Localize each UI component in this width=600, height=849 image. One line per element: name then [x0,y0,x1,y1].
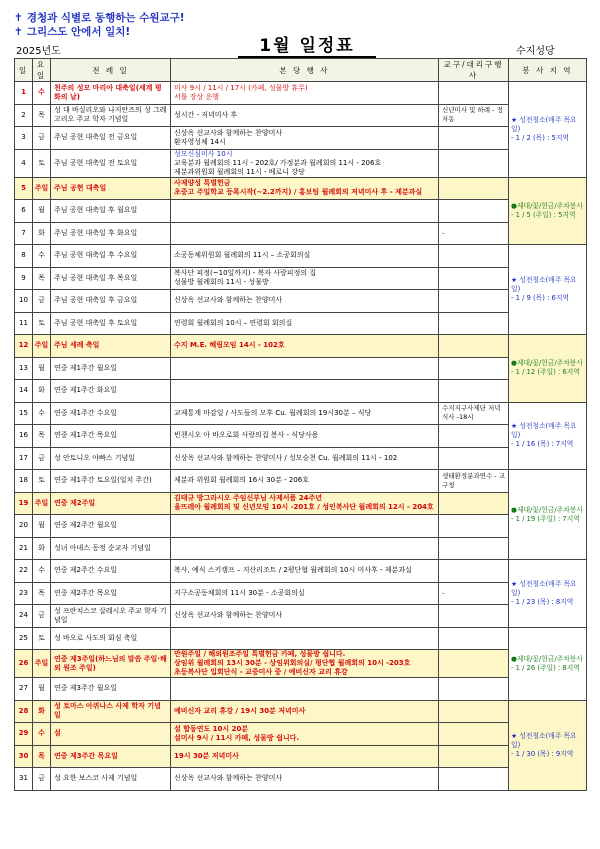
liturgy-day: 연중 제3주간 월요일 [51,678,171,701]
star-bullet-icon: ★ [511,115,520,124]
weekday: 주일 [33,335,51,358]
parish-event [171,335,439,358]
diocese-event [439,678,509,701]
weekday: 화 [33,700,51,723]
weekday: 토 [33,312,51,335]
liturgy-day: 성 안토니오 아빠스 기념일 [51,447,171,470]
day-number: 6 [15,200,33,223]
day-number: 31 [15,768,33,791]
parish-event-line: 설미사 9시 / 11시 카페, 성물방 쉽니다. [174,733,300,742]
col-header-day: 일 [15,59,33,82]
diocese-event [439,560,509,583]
parish-event-line: 성모신심미사 10시 [174,149,233,158]
parish-event [171,470,439,493]
table-row [15,723,587,746]
parish-event-line: 빈첸시오 아 바오로회 사랑의집 봉사 - 식당사용 [174,431,319,440]
day-number: 14 [15,380,33,403]
parish-event-line: 사제양성 특별헌금 [174,179,231,188]
table-row [15,447,587,470]
cross-icon: ✝ [14,26,23,38]
day-number: 10 [15,290,33,313]
diocese-event [439,177,509,200]
parish-event [171,492,439,515]
day-number: 19 [15,492,33,515]
liturgy-day: 성 바오로 사도의 회심 축일 [51,627,171,650]
diocese-event: 수지지구사제단 저녁식사 -18시 [439,402,509,425]
service-assignment: - 1 / 19 (주일) : 7지역 [511,514,580,523]
star-bullet-icon: ★ [511,731,520,740]
diocese-event [439,605,509,628]
service-area [509,402,587,470]
service-area [509,560,587,628]
table-row [15,380,587,403]
liturgy-day: 주님 공현 대축일 후 토요일 [51,312,171,335]
liturgy-day: 연중 제1주간 화요일 [51,380,171,403]
day-number: 5 [15,177,33,200]
parish-event-line: 수지 M.E. 혜림모임 14시 - 102호 [174,341,285,350]
parish-event-line: 설 합동연도 10시 20분 [174,724,249,733]
parish-event-line: 울뜨레아 월례회의 및 신년모임 10시 -201호 / 성인복사단 월례회의 12시 - 204호 [174,503,434,512]
star-bullet-icon: ★ [511,276,520,284]
liturgy-day: 주님 공현 대축일 후 금요일 [51,290,171,313]
weekday: 화 [33,537,51,560]
parish-event [171,627,439,650]
table-row [15,290,587,313]
year-label: 2025년도 [16,46,61,57]
liturgy-day: 성녀 아녜스 동정 순교자 기념일 [51,537,171,560]
table-row [15,768,587,791]
parish-event-line: 성시간 - 저녁미사 후 [174,110,238,119]
parish-event-line: 제분과 위원회 월례회의 16시 30분 - 206호 [174,476,309,485]
diocese-event [439,492,509,515]
col-header-service-area: 봉 사 지 역 [509,59,587,82]
liturgy-day: 천주의 성모 마리아 대축일(세계 평화의 날) [51,82,171,105]
parish-event-line: 환자영성체 14시 [174,137,226,146]
weekday: 금 [33,447,51,470]
table-row [15,335,587,358]
table-row [15,627,587,650]
liturgy-day: 성 대 바실리오와 나지안즈의 성 그레고리오 주교 학자 기념일 [51,104,171,127]
service-heading [511,580,584,598]
diocese-event [439,312,509,335]
liturgy-day: 주님 공현 대축일 후 수요일 [51,245,171,268]
liturgy-day: 연중 제1주간 월요일 [51,357,171,380]
circle-bullet-icon: ● [511,201,517,210]
table-row [15,700,587,723]
day-number: 28 [15,700,33,723]
table-row [15,470,587,493]
weekday: 월 [33,678,51,701]
service-assignment: - 1 / 26 (주일) : 8지역 [511,663,580,672]
liturgy-day: 성 프란치스코 살레시오 주교 학자 기념일 [51,605,171,628]
parish-event-line: 신상옥 선교사와 함께하는 찬양미사 [174,128,283,137]
table-row [15,560,587,583]
weekday: 금 [33,768,51,791]
service-assignment: - 1 / 16 (목) : 7지역 [511,440,574,449]
service-area [509,627,587,700]
service-assignment: - 1 / 23 (목) : 8지역 [511,597,574,606]
circle-bullet-icon: ● [511,359,517,368]
diocese-event [439,650,509,678]
service-assignment: - 1 / 30 (목) : 9지역 [511,749,574,758]
diocese-event [439,627,509,650]
day-number: 4 [15,149,33,177]
service-heading [511,422,584,440]
day-number: 17 [15,447,33,470]
weekday: 수 [33,560,51,583]
parish-event-line: 초중고 주일학교 등록시작(~2.2까지) / 홍보팀 월례회의 저녁미사 후 - 제분과실 [174,188,423,197]
weekday: 목 [33,104,51,127]
header-row [15,59,587,82]
table-row [15,357,587,380]
service-area [509,177,587,245]
diocese-event [439,380,509,403]
diocese-event [439,127,509,150]
motto-line-1 [14,10,185,25]
parish-event [171,650,439,678]
diocese-event [439,82,509,105]
page-title: 1월 일정표 [238,36,376,58]
diocese-event [439,425,509,448]
parish-event-line: 미사 9시 / 11시 / 17시 (카페, 성물방 휴무) [174,83,308,92]
table-row [15,492,587,515]
service-heading [511,506,584,515]
diocese-event [439,447,509,470]
service-heading [511,359,584,368]
service-heading [511,732,584,750]
table-row [15,582,587,605]
table-row [15,537,587,560]
parish-event [171,425,439,448]
weekday: 수 [33,402,51,425]
diocese-event [439,245,509,268]
parish-event [171,447,439,470]
service-assignment: - 1 / 2 (목) : 5지역 [511,133,569,142]
parish-event [171,222,439,245]
day-number: 24 [15,605,33,628]
circle-bullet-icon: ● [511,505,517,514]
service-area [509,335,587,403]
table-row [15,222,587,245]
motto-line-2 [14,24,130,39]
weekday: 월 [33,200,51,223]
parish-event-line: 신상옥 선교사와 함께하는 찬양미사 / 성모승천 Cu. 월례회의 11시 - 102 [174,453,398,462]
day-number: 1 [15,82,33,105]
diocese-event [439,768,509,791]
liturgy-day: 설 [51,723,171,746]
parish-event [171,245,439,268]
parish-event [171,82,439,105]
table-row [15,425,587,448]
parish-event [171,357,439,380]
diocese-event [439,515,509,538]
parish-event [171,104,439,127]
day-number: 30 [15,745,33,768]
weekday: 주일 [33,177,51,200]
liturgy-day: 성 토마스 아퀴나스 사제 학자 기념일 [51,700,171,723]
parish-event-line: 지구소공동체회의 11시 30분 - 소공회의실 [174,588,305,597]
weekday: 토 [33,470,51,493]
day-number: 8 [15,245,33,268]
service-heading [511,116,584,134]
diocese-event [439,357,509,380]
schedule-table [14,58,587,791]
parish-event [171,312,439,335]
service-area [509,82,587,178]
parish-event-line: 초등복사단 입회단식 - 교중미사 중 / 예비신자 교리 휴강 [174,668,348,676]
service-heading-text: 성전청소(매주 목요일) [511,579,577,597]
service-assignment: - 1 / 9 (목) : 6지역 [511,294,569,302]
day-number: 27 [15,678,33,701]
star-bullet-icon: ★ [511,422,520,431]
table-row [15,177,587,200]
parish-event-line: 복사, 예식 스키캠프 – 지산리조트 / 2평단협 월례회의 10시 미사후 - 제분과실 [174,566,412,575]
table-row [15,515,587,538]
weekday: 토 [33,149,51,177]
service-area [509,700,587,790]
liturgy-day: 연중 제2주일 [51,492,171,515]
table-row [15,650,587,678]
weekday: 수 [33,82,51,105]
parish-event-line: 만원주일 / 해외원조주일 특별헌금 카페, 성물방 쉽니다. [174,650,346,658]
parish-event [171,200,439,223]
weekday: 금 [33,290,51,313]
motto-text-2: 그리스도 안에서 일치! [26,26,131,38]
day-number: 23 [15,582,33,605]
parish-event [171,560,439,583]
parish-event-line: 교육분과 월례회의 11시 - 202호/ 가정분과 월례회의 11시 - 206호 [174,158,382,167]
parish-event-line: 신상옥 선교사와 함께하는 찬양미사 [174,774,283,783]
parish-event [171,745,439,768]
day-number: 9 [15,267,33,290]
diocese-event [439,149,509,177]
weekday: 화 [33,222,51,245]
diocese-event [439,700,509,723]
service-area [509,470,587,560]
parish-event [171,723,439,746]
parish-event-line: 연령회 월례회의 10시 – 연령회 회의실 [174,318,293,327]
liturgy-day: 주님 세례 축일 [51,335,171,358]
service-heading-text: 제대/꽃/헌금/주차봉사 [516,505,583,514]
parish-event-line: 김태규 방그라시오 주임신부님 사제서품 24주년 [174,494,322,503]
liturgy-day: 연중 제2주간 수요일 [51,560,171,583]
liturgy-day: 주님 공현 대축일 후 화요일 [51,222,171,245]
table-row [15,678,587,701]
day-number: 12 [15,335,33,358]
weekday: 토 [33,627,51,650]
table-row [15,245,587,268]
table-row [15,104,587,127]
circle-bullet-icon: ● [511,654,517,663]
parish-event [171,582,439,605]
day-number: 21 [15,537,33,560]
day-number: 7 [15,222,33,245]
col-header-liturgy: 전 례 일 [51,59,171,82]
day-number: 2 [15,104,33,127]
table-row [15,149,587,177]
parish-event [171,267,439,290]
parish-event-line: 복사단 피정(~10일까지) - 복자 사랑피정의 집 [174,269,317,278]
parish-event [171,768,439,791]
diocese-event: 생태환경분과연수 - 교구청 [439,470,509,493]
parish-event [171,380,439,403]
weekday: 목 [33,582,51,605]
col-header-parish-event: 본 당 행 사 [171,59,439,82]
weekday: 목 [33,745,51,768]
liturgy-day: 연중 제1주간 수요일 [51,402,171,425]
service-heading-text: 성전청소(매주 목요일) [511,276,577,293]
diocese-event [439,745,509,768]
weekday: 금 [33,605,51,628]
star-bullet-icon: ★ [511,579,520,588]
table-row [15,82,587,105]
parish-event-line: 교제통계 마감일 / 사도들의 모후 Cu. 월례회의 19시30분 – 식당 [174,408,372,417]
day-number: 22 [15,560,33,583]
parish-event [171,605,439,628]
weekday: 목 [33,425,51,448]
col-header-weekday: 요일 [33,59,51,82]
diocese-event [439,537,509,560]
parish-event-line: 상임위 월례회의 13시 30분 - 상임위회의실/ 평단협 월례회의 10시 -203호 [174,659,411,667]
day-number: 18 [15,470,33,493]
liturgy-day: 연중 제2주간 목요일 [51,582,171,605]
parish-event-line: 예비신자 교리 휴강 / 19시 30분 저녁미사 [174,706,306,715]
service-assignment: - 1 / 5 (주일) : 5지역 [511,210,576,219]
liturgy-day: 연중 제3주간 목요일 [51,745,171,768]
table-row [15,267,587,290]
parish-event-line: 신상옥 선교사와 함께하는 찬양미사 [174,611,283,620]
liturgy-day: 성 요한 보스코 사제 기념일 [51,768,171,791]
motto-text-1: 경청과 식별로 동행하는 수원교구! [26,12,185,24]
service-heading-text: 제대/꽃/헌금/주차봉사 [516,201,583,210]
day-number: 15 [15,402,33,425]
parish-event-line: 소공동체위원회 월례회의 11시 – 소공회의실 [174,251,311,260]
table-row [15,200,587,223]
liturgy-day: 주님 공현 대축일 후 목요일 [51,267,171,290]
day-number: 25 [15,627,33,650]
parish-event [171,127,439,150]
day-number: 20 [15,515,33,538]
liturgy-day: 연중 제1주간 토요일(일치 주간) [51,470,171,493]
parish-event [171,177,439,200]
service-heading [511,655,584,664]
table-row [15,312,587,335]
diocese-event: - [439,222,509,245]
liturgy-day: 주님 공현 대축일 전 토요일 [51,149,171,177]
table-row [15,745,587,768]
liturgy-day: 주님 공현 대축일 [51,177,171,200]
parish-event [171,537,439,560]
parish-event-line: 신상옥 선교사와 함께하는 찬양미사 [174,296,283,305]
weekday: 월 [33,515,51,538]
parish-event-line: 19시 30분 저녁미사 [174,751,239,760]
liturgy-day: 연중 제2주간 월요일 [51,515,171,538]
weekday: 주일 [33,492,51,515]
cross-icon: ✝ [14,12,23,24]
weekday: 주일 [33,650,51,678]
parish-event [171,149,439,177]
parish-event-line: 서툴 장상 운행 [174,92,220,101]
day-number: 16 [15,425,33,448]
diocese-event [439,200,509,223]
parish-name: 수지성당 [516,46,555,57]
service-heading-text: 성전청소(매주 목요일) [511,115,577,133]
liturgy-day: 연중 제1주간 목요일 [51,425,171,448]
weekday: 월 [33,357,51,380]
col-header-diocese-event: 교구/대리구행사 [439,59,509,82]
table-row [15,127,587,150]
diocese-event: 신년미사 및 하례 - 정자동 [439,104,509,127]
weekday: 목 [33,267,51,290]
liturgy-day: 주님 공현 대축일 후 월요일 [51,200,171,223]
weekday: 수 [33,723,51,746]
diocese-event [439,335,509,358]
diocese-event [439,723,509,746]
day-number: 29 [15,723,33,746]
diocese-event: - [439,582,509,605]
day-number: 11 [15,312,33,335]
table-row [15,402,587,425]
parish-event [171,678,439,701]
service-heading-text: 성전청소(매주 목요일) [511,422,577,440]
day-number: 26 [15,650,33,678]
table-row [15,605,587,628]
weekday: 수 [33,245,51,268]
parish-event-line: 제분과위원회 월례회의 11시 - 베로니 강당 [174,167,305,176]
service-heading-text: 성전청소(매주 목요일) [511,731,577,749]
diocese-event [439,267,509,290]
service-assignment: - 1 / 12 (주일) : 6지역 [511,368,580,377]
service-area [509,245,587,335]
service-heading [511,202,584,211]
service-heading [511,276,584,294]
service-heading-text: 제대/꽃/헌금/주차봉사 [516,654,583,663]
day-number: 3 [15,127,33,150]
weekday: 금 [33,127,51,150]
parish-event [171,515,439,538]
diocese-event [439,290,509,313]
parish-event-line: 성물방 월례회의 11시 - 성물방 [174,278,269,287]
day-number: 13 [15,357,33,380]
parish-event [171,402,439,425]
weekday: 화 [33,380,51,403]
service-heading-text: 제대/꽃/헌금/주차봉사 [516,359,583,368]
liturgy-day: 주님 공현 대축일 전 금요일 [51,127,171,150]
parish-event [171,290,439,313]
parish-event [171,700,439,723]
liturgy-day: 연중 제3주일(하느님의 말씀 주일·해외 원조 주일) [51,650,171,678]
